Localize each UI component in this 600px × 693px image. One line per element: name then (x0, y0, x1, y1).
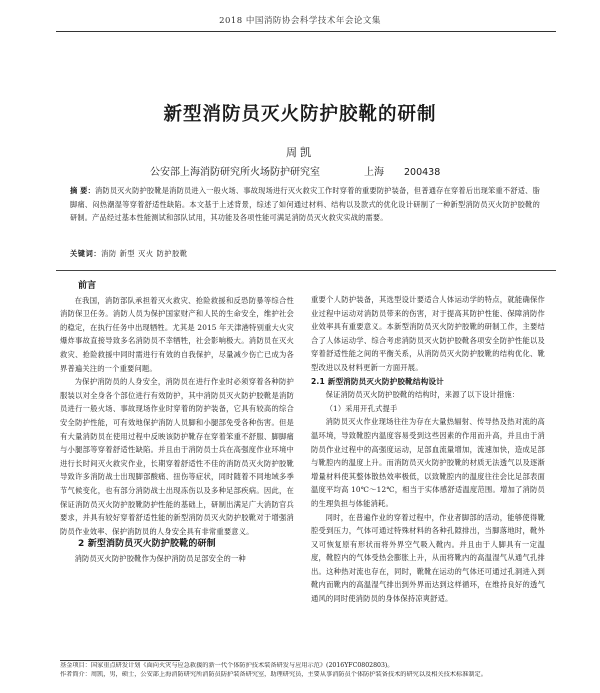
footnotes (60, 662, 550, 679)
footnote-funding: 基金项目：国家重点研发计划《面向火灾与应急救援的新一代个体防护技术装备研发与应用示范》(2016YFC0802803)。 (60, 662, 394, 669)
keywords-items: 消防 新型 灭火 防护胶靴 (101, 249, 188, 258)
section-heading: 2 新型消防员灭火防护胶靴的研制 (78, 539, 216, 550)
section-divider (56, 270, 556, 271)
author-name: 周凯 (286, 146, 314, 159)
body-paragraph: 重要个人防护装备，其选型设计要适合人体运动学的特点，就能确保作业过程中运动对消防员带来的伤害，对于提高其防护性能、保障消防作业效率具有重要意义。本新型消防员灭火防护胶靴的研制工作，主要结合了人体运动学、综合考虑消防员灭火防护胶靴各项安全防护性能以及穿着舒适性能之间的平衡关系，从消防员灭火防护胶靴的结构优化、靴型改进以及材料更新一方面开展。 (311, 295, 545, 372)
keywords-label: 关键词： (70, 249, 102, 258)
abstract-label: 摘 要： (70, 186, 95, 195)
keywords (70, 249, 188, 259)
footnote-rule (60, 660, 180, 661)
affiliation-city: 上海 (364, 167, 384, 178)
affiliation (150, 163, 440, 178)
abstract-text: 消防员灭火防护胶靴是消防员进入一般火场、事故现场进行灭火救灾工作时穿着的重要防护装备，但普通存在穿着后出现笨重不舒适、脂脚痛、闷热潮湿等穿着舒适性缺陷。本文基于上述背景，综述了如何通过材料、结构以及款式的优化设计研制了一种新型消防员灭火防护胶靴的研制。产品经过基本性能测试和部队试用，其功能及各项性能可满足消防员灭火救灾实战的需要。 (70, 186, 540, 222)
right-column (311, 293, 545, 606)
affiliation-org: 公安部上海消防研究所火场防护研究室 (150, 167, 320, 178)
body-paragraph: 同时，在普遍作业的穿着过程中，作业者脚部的活动，能够使得靴腔受到压力，气体可通过特殊材料的各种孔隙排出，当脚落地时，靴外又可恢复原有形状而将外界空气吸入靴内。并且由于人脚具有一定温度，靴腔内的气体受热会膨胀上升，从而将靴内的高温湿气从通气孔排出。这种热对流也存在，同时，靴靴在运动的气体还可通过孔洞进入到靴内而靴内的高温湿气排出到外界而达到这样循环，在维持良好的透气通风的同时使消防员的身体保持凉爽舒适。 (311, 512, 545, 604)
section-heading: 前言 (78, 281, 97, 291)
left-column (60, 280, 294, 565)
body-paragraph: 保证消防员灭火防护胶靴的结构时，来源了以下设计措施： (325, 390, 520, 400)
affiliation-zip: 200438 (404, 167, 441, 178)
list-item-heading: （1）采用开孔式提手 (325, 403, 398, 413)
subsection-heading: 2.1 新型消防员灭火防护胶靴结构设计 (311, 376, 444, 386)
running-header: 2018 中国消防协会科学技术年会论文集 (219, 16, 381, 26)
body-paragraph: 在我国，消防部队承担着灭火救灾、抢险救援和反恐防暴等综合性消防保卫任务。消防人员为保护国家财产和人民的生命安全，维护社会的稳定，在执行任务中出现牺牲。尤其是 2015 年天津港特别重大火灾爆炸事故直接导致多名消防员不幸牺牲，社会影响极大。消防员在灭火救灾、抢险救援中同时需进行有效的自我保护，尽量减少伤亡已成为各界普遍关注的一个重要问题。 (60, 295, 294, 373)
paper-title: 新型消防员灭火防护胶靴的研制 (163, 104, 437, 125)
abstract (70, 184, 540, 225)
body-paragraph: 消防员灭火作业现场往往为存在大量热辐射、传导热及热对流的高温环境，导致靴腔内温度容易受到这些因素的作用而升高，并且由于消防员作业过程中的高强度运动，足部血流量增加，流速加快，造成足部与靴腔内的温度上升。而消防员灭火防护胶靴的材质无法透气以及逐渐增量材料使其整体散热效率极低，以致靴腔内的温度往往会比足部表面温度平均高 10℃～12℃，相当于实体感舒适温度范围。增加了消防员的生理负担与体能消耗。 (311, 417, 545, 508)
body-paragraph: 为保护消防员的人身安全，消防员在进行作业时必须穿着各种防护服装以对全身各个部位进行有效防护，其中消防员灭火防护胶靴是消防员进行一般火场、事故现场作业时穿着的防护装备，它具有较高的综合安全防护性能，可有效地保护消防人员脚和小腿部免受各种伤害。但是有大量消防员在使用过程中反映该防护靴存在穿着笨重不舒服、脚脚痛与小腿部等穿着舒适性缺陷。并且由于消防员士兵在高强度作业环境中进行长时间灭火救灾作业，长期穿着舒适性不佳的消防员灭火防护胶靴导致许多消防战士出现脚部酸痛、扭伤等症状，同时随着不同地域多季节气候变化，也有部分消防战士出现冻伤以及多种足部疾病。因此，在保证消防员灭火防护胶靴防护性能的基础上，研制出满足广大消防官兵要求，并具有较好穿着舒适性能的新型消防员灭火防护胶靴对于增强消防员作业效率、保护消防员的人身安全具有非常重要意义。 (60, 377, 294, 536)
footnote-author: 作者简介：周凯，男，硕士，公安部上海消防研究所消防员防护装备研究室，助理研究员，主要从事消防员个体防护装备技术的研究以及相关技术标准制定。 (60, 670, 487, 678)
header-rule (56, 31, 556, 32)
body-paragraph: 消防员灭火防护胶靴作为保护消防员足部安全的一种 (74, 553, 246, 563)
